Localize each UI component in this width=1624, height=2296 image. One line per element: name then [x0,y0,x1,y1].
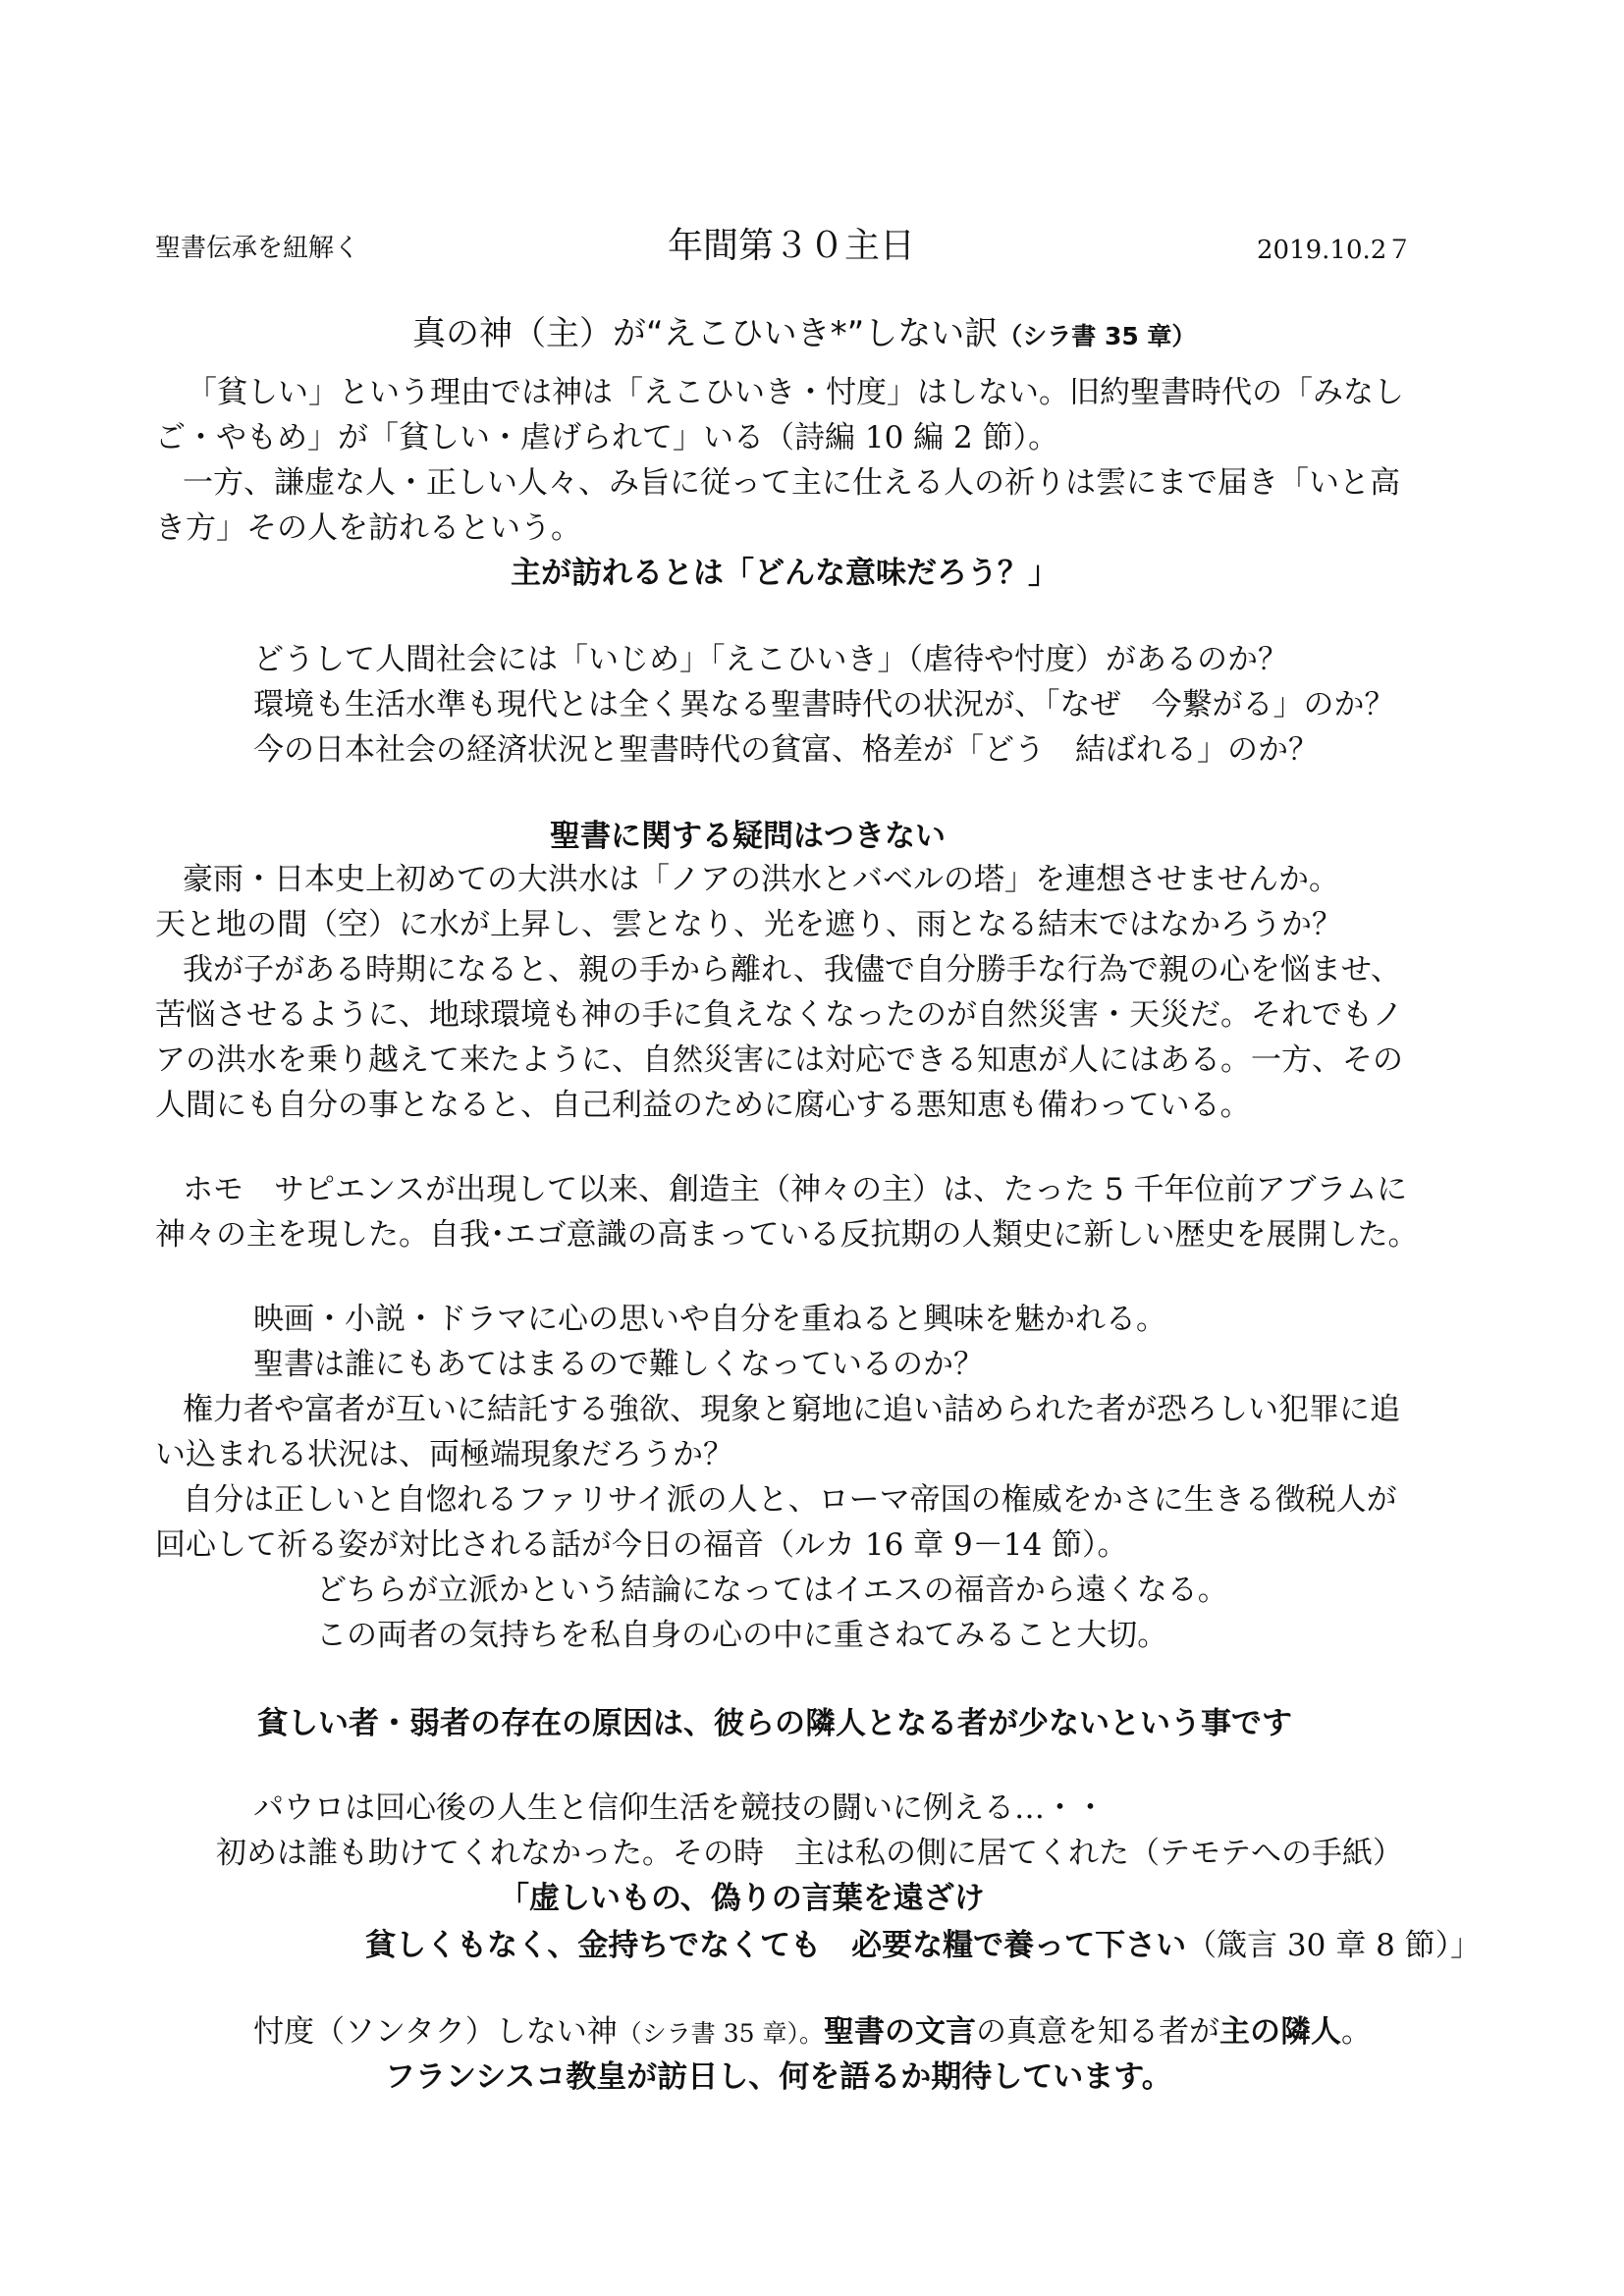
gospel-line-1: 映画・小説・ドラマに心の思いや自分を重ねると興味を魅かれる。 [253,1302,1166,1337]
flood-line-5: アの洪水を乗り越えて来たように、自然災害には対応できる知恵が人にはある。一方、その [155,1042,1403,1078]
question-2: 環境も生活水準も現代とは全く異なる聖書時代の状況が、「なぜ 今繋がる」のか？ [253,687,1395,722]
flood-line-1: 豪雨・日本史上初めての大洪水は「ノアの洪水とバベルの塔」を連想させませんか。 [183,862,1339,897]
history-line-2: 神々の主を現した。自我･エゴ意識の高まっている反抗期の人類史に新しい歴史を展開した。 [155,1217,1419,1253]
question-1: どうして人間社会には「いじめ」「えこひいき」（虐待や忖度）があるのか？ [253,642,1288,677]
paul-line-2: 初めは誰も助けてくれなかった。その時 主は私の側に居てくれた（テモテへの手紙） [216,1836,1403,1871]
gospel-line-2: 聖書は誰にもあてはまるので難しくなっているのか？ [253,1347,984,1382]
proverb-line-1: 「虚しいもの、偽りの言葉を遠ざけ [499,1881,985,1916]
closing-ref: （シラ書 35 章）。 [617,2019,824,2048]
document-title [412,306,1196,354]
closing-line-1 [253,2012,1372,2054]
heading-questions: 聖書に関する疑問はつきない [550,819,946,854]
closing-god: 忖度（ソンタク）しない神 [253,2014,618,2050]
intro-line-1: 「貧しい」という理由では神は「えこひいき・忖度」はしない。旧約聖書時代の「みなし [187,375,1404,410]
closing-end: 。 [1340,2014,1372,2050]
flood-line-3: 我が子がある時期になると、親の手から離れ、我儘で自分勝手な行為で親の心を悩ませ、 [183,952,1401,988]
header-series: 聖書伝承を紐解く [155,234,360,263]
proverb-text: 貧しくもなく、金持ちでなくても 必要な糧で養って下さい [365,1928,1187,1963]
gospel-line-5: 自分は正しいと自惚れるファリサイ派の人と、ローマ帝国の権威をかさに生きる徴税人が [183,1482,1397,1518]
gospel-line-3: 権力者や富者が互いに結託する強欲、現象と窮地に追い詰められた者が恐ろしい犯罪に追 [183,1392,1400,1427]
gospel-line-7: どちらが立派かという結論になってはイエスの福音から遠くなる。 [316,1573,1228,1608]
gospel-line-8: この両者の気持ちを私自身の心の中に重さねてみること大切。 [316,1618,1168,1653]
flood-line-4: 苦悩させるように、地球環境も神の手に負えなくなったのが自然災害・天災だ。それでもノ [155,997,1403,1033]
closing-middle: の真意を知る者が [975,2014,1219,2050]
proverb-line-2 [365,1926,1481,1965]
gospel-line-6: 回心して祈る姿が対比される話が今日の福音（ルカ 16 章 9－14 節）。 [155,1527,1128,1563]
flood-line-2: 天と地の間（空）に水が上昇し、雲となり、光を遮り、雨となる結末ではなかろうか？ [155,907,1342,942]
closing-line-2: フランシスコ教皇が訪日し、何を語るか期待しています。 [385,2059,1172,2095]
history-line-1: ホモ サピエンスが出現して以来、創造主（神々の主）は、たった 5 千年位前アブラムに [183,1172,1408,1207]
proverb-ref: （箴言 30 章 8 節）」 [1186,1928,1482,1963]
header-date: 2019.10.2７ [1257,236,1413,265]
header-title: 年間第３０主日 [668,226,916,266]
closing-neighbor: 主の隣人 [1218,2014,1341,2050]
flood-line-6: 人間にも自分の事となると、自己利益のために腐心する悪知恵も備わっている。 [155,1088,1251,1123]
question-3: 今の日本社会の経済状況と聖書時代の貧富、格差が「どう 結ばれる」のか？ [253,732,1319,768]
title-sub: （シラ書 35 章） [998,322,1197,350]
heading-visit: 主が訪れるとは「どんな意味だろう？」 [511,556,1058,591]
intro-line-3: 一方、謙虚な人・正しい人々、み旨に従って主に仕える人の祈りは雲にまで届き「いと高 [183,465,1400,501]
title-main: 真の神（主）が“えこひいき*”しない訳 [412,314,999,353]
intro-line-4: き方」その人を訪れるという。 [155,510,581,546]
paul-line-1: パウロは回心後の人生と信仰生活を競技の闘いに例える…・・ [253,1790,1106,1826]
closing-scripture: 聖書の文言 [823,2014,976,2050]
heading-neighbor: 貧しい者・弱者の存在の原因は、彼らの隣人となる者が少ないという事です [257,1706,1292,1741]
intro-line-2: ご・やもめ」が「貧しい・虐げられて」いる（詩編 10 編 2 節）。 [155,420,1059,455]
gospel-line-4: い込まれる状況は、両極端現象だろうか？ [155,1437,733,1472]
